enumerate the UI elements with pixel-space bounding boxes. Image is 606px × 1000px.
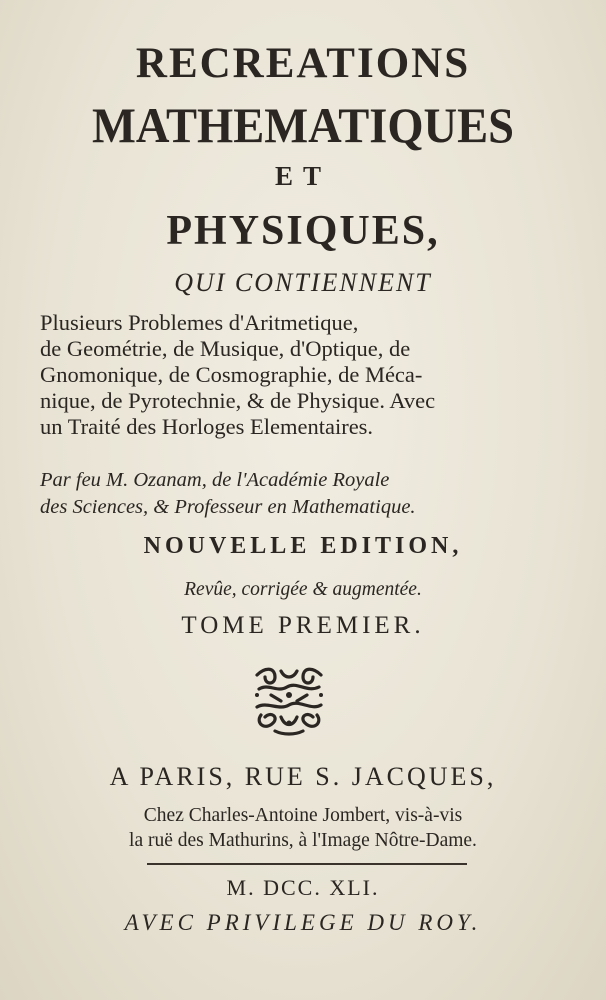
- imprint-city: A PARIS, RUE S. JACQUES,: [109, 762, 497, 791]
- title-line-physiques: PHYSIQUES,: [166, 208, 440, 254]
- title-line-qui-contiennent: QUI CONTIENNENT: [174, 268, 432, 297]
- publisher-line: la ruë des Mathurins, à l'Image Nôtre-Dame.: [129, 830, 477, 851]
- author-line: Par feu M. Ozanam, de l'Académie Royale: [40, 469, 390, 491]
- author-line: des Sciences, & Professeur en Mathematique.: [40, 496, 416, 518]
- title-line-mathematiques: MATHEMATIQUES: [92, 97, 514, 153]
- contents-line: de Geométrie, de Musique, d'Optique, de: [40, 336, 411, 361]
- edition-label: NOUVELLE EDITION,: [143, 533, 463, 559]
- contents-line: un Traité des Horloges Elementaires.: [40, 414, 374, 439]
- title-line-et: ET: [274, 161, 332, 191]
- contents-line: Plusieurs Problemes d'Aritmetique,: [40, 310, 359, 335]
- contents-description: [40, 310, 568, 440]
- publisher-block: [0, 803, 606, 853]
- contents-line: nique, de Pyrotechnie, & de Physique. Avec: [40, 388, 436, 413]
- edition-note: Revûe, corrigée & augmentée.: [184, 579, 422, 600]
- printers-ornament-icon: [251, 665, 327, 737]
- contents-line: Gnomonique, de Cosmographie, de Méca-: [40, 362, 423, 387]
- publication-year: M. DCC. XLI.: [226, 875, 380, 900]
- volume-label: TOME PREMIER.: [181, 612, 425, 639]
- publisher-line: Chez Charles-Antoine Jombert, vis-à-vis: [143, 805, 463, 826]
- title-line-recreations: RECREATIONS: [135, 40, 471, 87]
- horizontal-rule: [147, 863, 467, 865]
- author-credit: [40, 467, 570, 521]
- royal-privilege: AVEC PRIVILEGE DU ROY.: [124, 910, 482, 935]
